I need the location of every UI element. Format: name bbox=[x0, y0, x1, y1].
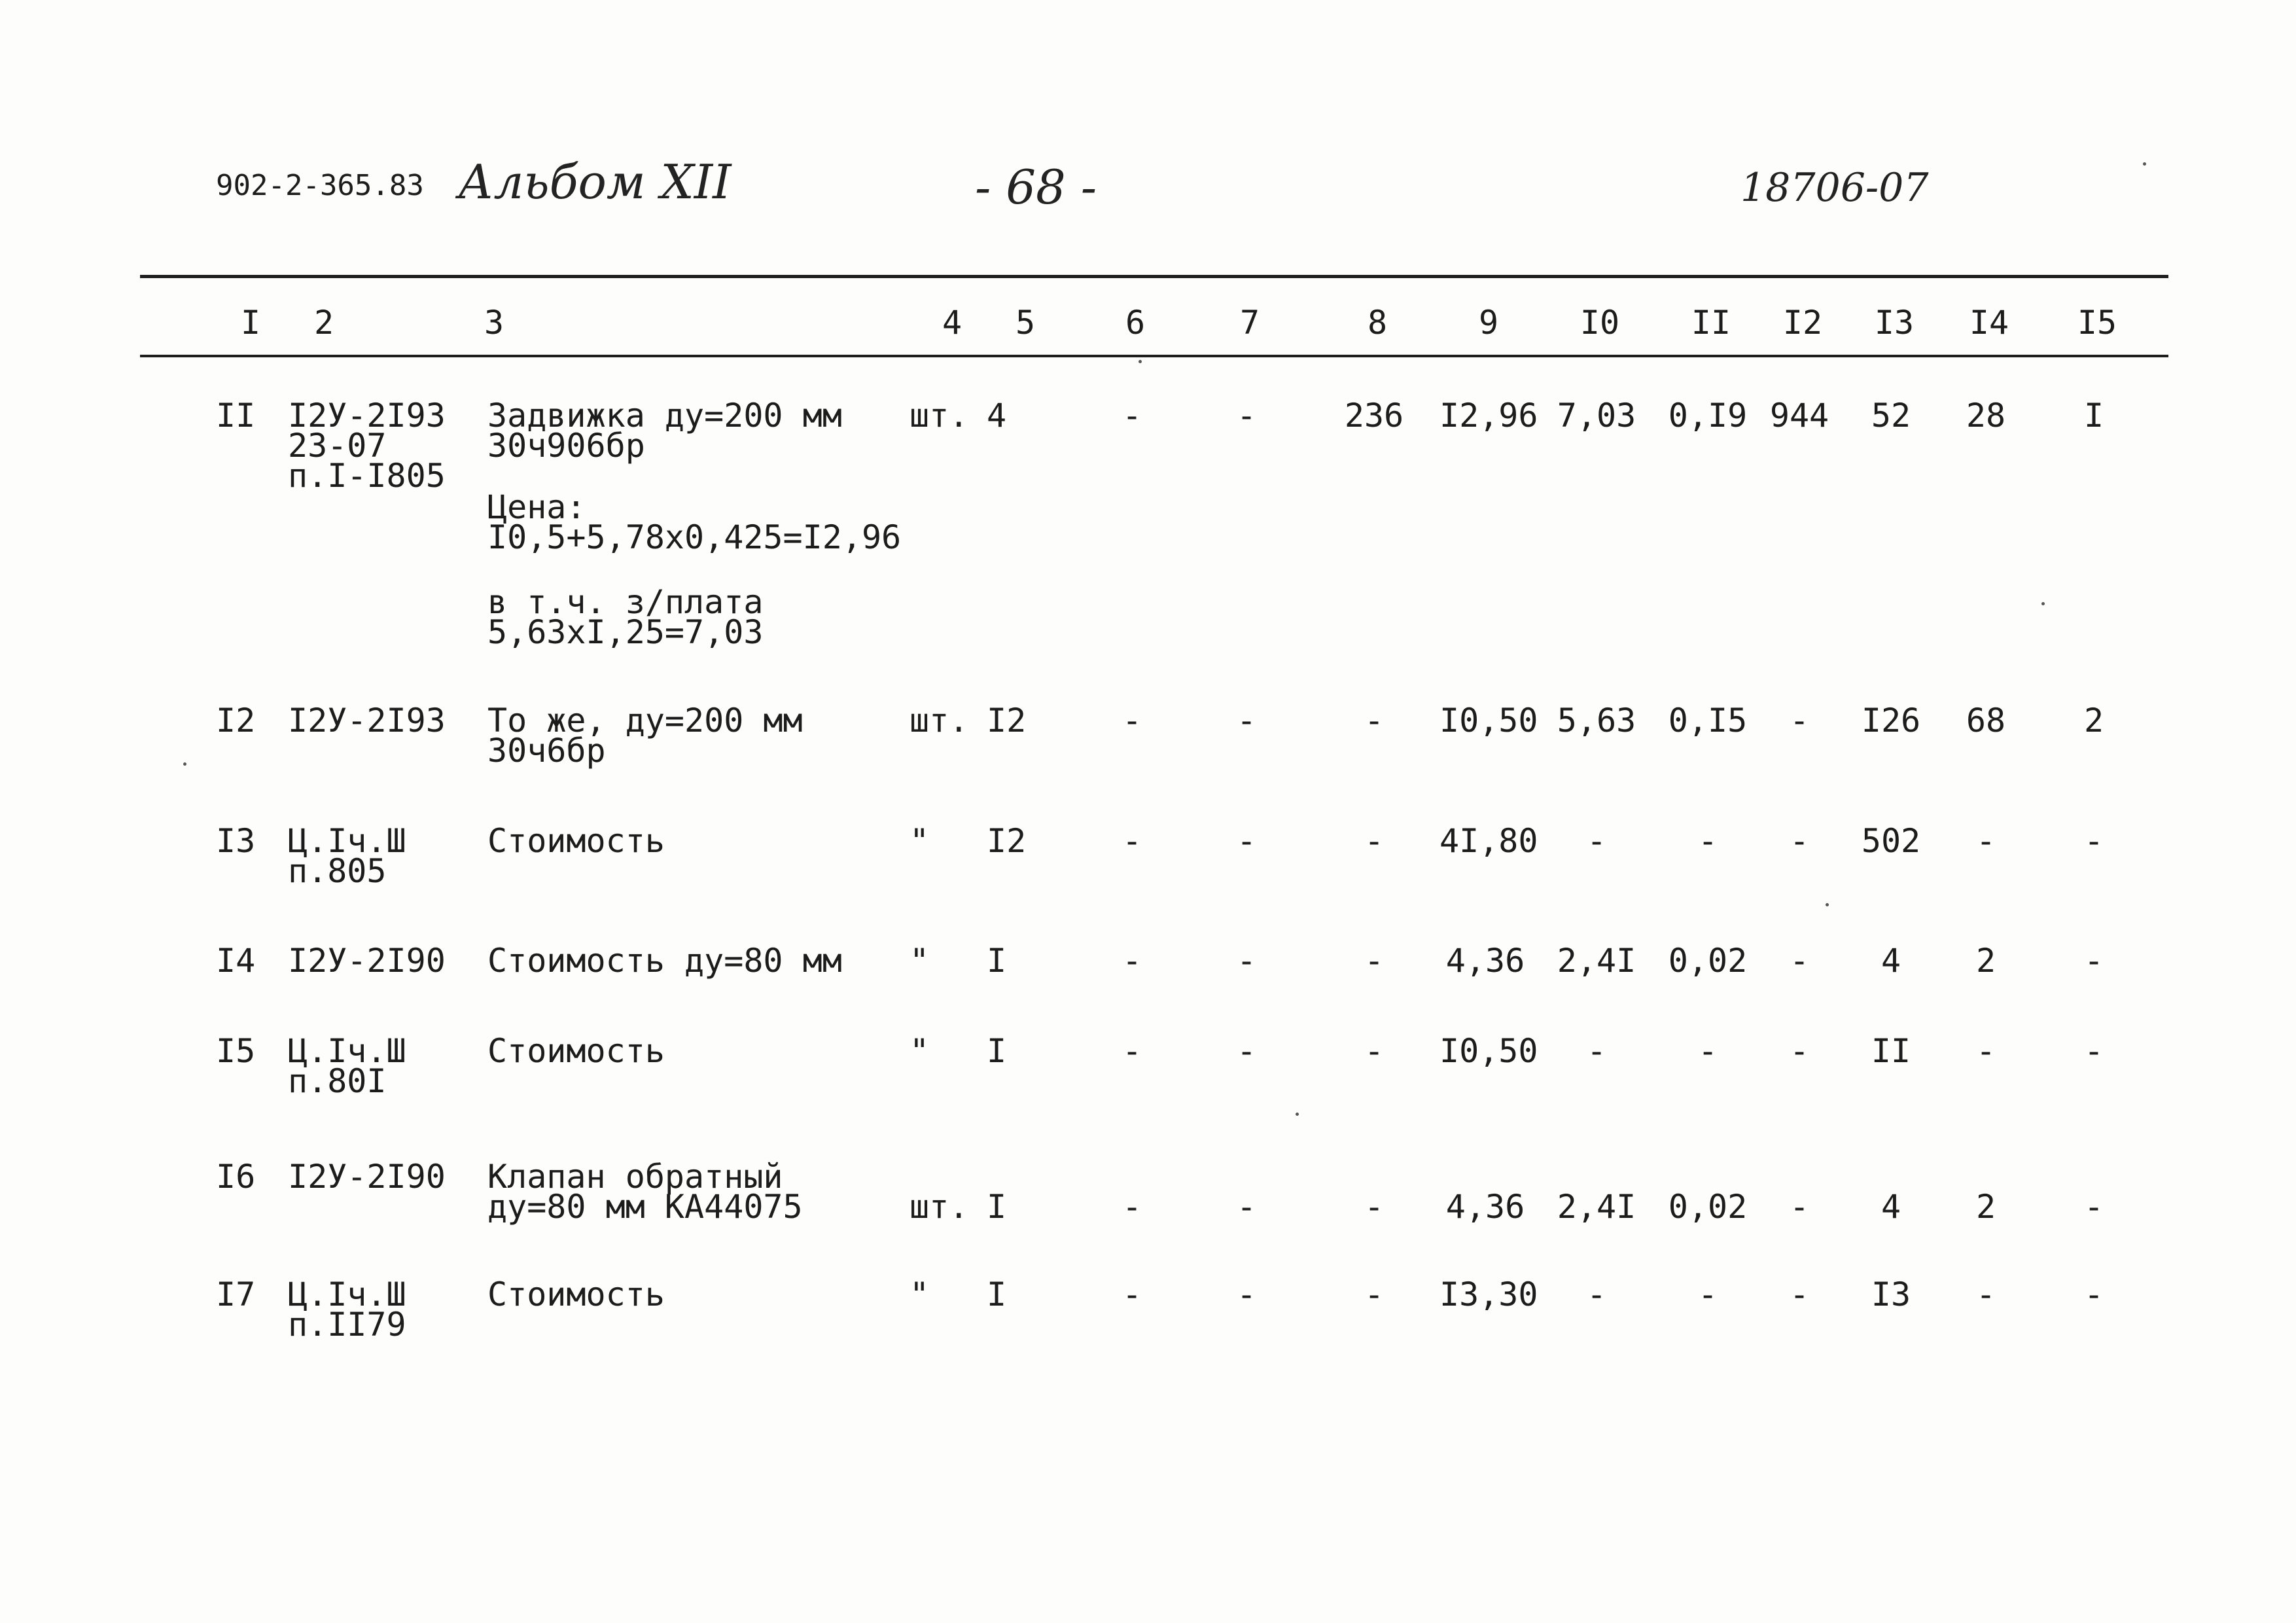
row-col-6: - bbox=[1122, 1032, 1142, 1070]
row-col-11: - bbox=[1697, 1032, 1718, 1070]
row-col-13: I26 bbox=[1861, 702, 1921, 740]
row-col-8: - bbox=[1364, 1188, 1385, 1226]
row-col-8: - bbox=[1364, 942, 1385, 980]
column-header-row-number: I bbox=[240, 304, 261, 342]
row-unit: " bbox=[910, 1275, 930, 1313]
doc-code: 902-2-365.83 bbox=[216, 169, 424, 202]
row-quantity: 4 bbox=[987, 397, 1007, 435]
row-col-15: - bbox=[2083, 942, 2104, 980]
row-col-11: - bbox=[1697, 822, 1718, 860]
row-reference-line: Ц.Iч.Ш bbox=[288, 1275, 406, 1313]
row-col-8: - bbox=[1364, 1032, 1385, 1070]
row-col-13: 502 bbox=[1861, 822, 1921, 860]
row-col-6: - bbox=[1122, 1275, 1142, 1313]
column-header-reference: 2 bbox=[313, 304, 334, 342]
table-top-rule bbox=[140, 275, 2168, 278]
row-reference-line: I2У-2I90 bbox=[288, 1158, 446, 1196]
row-col-9: 4,36 bbox=[1445, 942, 1525, 980]
row-col-14: 2 bbox=[1975, 1188, 1996, 1226]
row-col-7: - bbox=[1236, 1032, 1257, 1070]
row-col-12: - bbox=[1789, 1188, 1810, 1226]
row-quantity: I2 bbox=[987, 822, 1027, 860]
row-col-13: 4 bbox=[1881, 1188, 1901, 1226]
row-col-8: - bbox=[1364, 1275, 1385, 1313]
column-header-quantity: 5 bbox=[1015, 304, 1036, 342]
row-description-line: Клапан обратный bbox=[487, 1158, 783, 1196]
row-unit: " bbox=[910, 942, 930, 980]
column-header-col-11: II bbox=[1691, 304, 1731, 342]
row-col-15: 2 bbox=[2083, 702, 2104, 740]
row-quantity: I bbox=[987, 942, 1007, 980]
row-col-10: 7,03 bbox=[1557, 397, 1636, 435]
row-col-14: - bbox=[1975, 1032, 1996, 1070]
row-col-12: - bbox=[1789, 1032, 1810, 1070]
row-description-note: Цена: bbox=[487, 488, 586, 526]
row-col-10: - bbox=[1586, 1032, 1607, 1070]
row-col-9: I0,50 bbox=[1439, 1032, 1538, 1070]
row-description-line: Задвижка ду=200 мм bbox=[487, 397, 842, 435]
row-col-7: - bbox=[1236, 702, 1257, 740]
row-col-6: - bbox=[1122, 1188, 1142, 1226]
scan-speck bbox=[1826, 903, 1829, 906]
row-col-9: 4,36 bbox=[1445, 1188, 1525, 1226]
row-reference-line: I2У-2I93 bbox=[288, 397, 446, 435]
row-col-10: - bbox=[1586, 1275, 1607, 1313]
row-col-8: 236 bbox=[1344, 397, 1404, 435]
row-description-line: Стоимость ду=80 мм bbox=[487, 942, 842, 980]
reference-number: 18706-07 bbox=[1740, 165, 1929, 211]
row-reference-line: п.80I bbox=[288, 1062, 387, 1100]
row-col-14: 2 bbox=[1975, 942, 1996, 980]
row-reference-line: 23-07 bbox=[288, 427, 387, 465]
row-col-15: - bbox=[2083, 1032, 2104, 1070]
row-col-14: - bbox=[1975, 822, 1996, 860]
row-col-13: II bbox=[1871, 1032, 1911, 1070]
column-header-col-10: I0 bbox=[1580, 304, 1620, 342]
row-col-12: - bbox=[1789, 822, 1810, 860]
scan-speck bbox=[1139, 360, 1142, 363]
row-quantity: I bbox=[987, 1032, 1007, 1070]
row-number: I6 bbox=[216, 1158, 256, 1196]
row-unit: " bbox=[910, 822, 930, 860]
row-reference-line: Ц.Iч.Ш bbox=[288, 822, 406, 860]
row-number: II bbox=[216, 397, 256, 435]
column-header-col-15: I5 bbox=[2077, 304, 2117, 342]
row-number: I4 bbox=[216, 942, 256, 980]
row-description-line: Стоимость bbox=[487, 1275, 665, 1313]
row-col-7: - bbox=[1236, 1275, 1257, 1313]
row-col-6: - bbox=[1122, 942, 1142, 980]
row-col-15: - bbox=[2083, 822, 2104, 860]
row-number: I5 bbox=[216, 1032, 256, 1070]
row-col-6: - bbox=[1122, 702, 1142, 740]
row-col-15: - bbox=[2083, 1275, 2104, 1313]
row-col-7: - bbox=[1236, 822, 1257, 860]
scan-speck bbox=[2041, 602, 2045, 605]
row-description-note: в т.ч. з/плата bbox=[487, 583, 764, 621]
column-header-col-7: 7 bbox=[1239, 304, 1260, 342]
row-col-11: 0,I5 bbox=[1668, 702, 1748, 740]
row-number: I7 bbox=[216, 1275, 256, 1313]
row-col-9: I0,50 bbox=[1439, 702, 1538, 740]
row-reference-line: I2У-2I93 bbox=[288, 702, 446, 740]
page-number: - 68 - bbox=[975, 160, 1097, 215]
row-reference-line: Ц.Iч.Ш bbox=[288, 1032, 406, 1070]
row-unit: шт. bbox=[910, 397, 969, 435]
column-header-col-13: I3 bbox=[1874, 304, 1915, 342]
row-unit: " bbox=[910, 1032, 930, 1070]
row-description-line: 30ч906бр bbox=[487, 427, 645, 465]
album-title: Альбом XII bbox=[458, 154, 732, 209]
row-unit: шт. bbox=[910, 702, 969, 740]
row-number: I2 bbox=[216, 702, 256, 740]
row-description-line: Стоимость bbox=[487, 822, 665, 860]
table-header-rule bbox=[140, 355, 2168, 357]
scan-speck bbox=[1296, 1113, 1299, 1116]
row-col-8: - bbox=[1364, 702, 1385, 740]
row-description-line: ду=80 мм КА44075 bbox=[487, 1188, 803, 1226]
row-col-10: 5,63 bbox=[1557, 702, 1636, 740]
row-description-line: 30ч6бр bbox=[487, 732, 606, 770]
row-col-9: I2,96 bbox=[1439, 397, 1538, 435]
row-col-10: 2,4I bbox=[1557, 942, 1636, 980]
column-header-col-14: I4 bbox=[1969, 304, 2009, 342]
row-col-11: 0,02 bbox=[1668, 942, 1748, 980]
row-col-11: - bbox=[1697, 1275, 1718, 1313]
row-reference-line: I2У-2I90 bbox=[288, 942, 446, 980]
scan-speck bbox=[2143, 162, 2146, 166]
row-description-line: То же, ду=200 мм bbox=[487, 702, 803, 740]
row-col-12: - bbox=[1789, 702, 1810, 740]
row-unit: шт. bbox=[910, 1188, 969, 1226]
row-col-10: 2,4I bbox=[1557, 1188, 1636, 1226]
row-col-14: 68 bbox=[1966, 702, 2006, 740]
row-description-line: Стоимость bbox=[487, 1032, 665, 1070]
row-col-6: - bbox=[1122, 397, 1142, 435]
scan-speck bbox=[183, 762, 186, 766]
row-col-15: - bbox=[2083, 1188, 2104, 1226]
row-col-8: - bbox=[1364, 822, 1385, 860]
row-quantity: I bbox=[987, 1188, 1007, 1226]
column-header-col-12: I2 bbox=[1782, 304, 1823, 342]
column-header-col-9: 9 bbox=[1478, 304, 1499, 342]
row-col-9: 4I,80 bbox=[1439, 822, 1538, 860]
column-header-unit: 4 bbox=[942, 304, 963, 342]
row-quantity: I2 bbox=[987, 702, 1027, 740]
column-header-col-8: 8 bbox=[1367, 304, 1388, 342]
row-description-note: 5,63хI,25=7,03 bbox=[487, 613, 764, 651]
column-header-description: 3 bbox=[484, 304, 504, 342]
row-col-14: 28 bbox=[1966, 397, 2006, 435]
row-col-12: 944 bbox=[1769, 397, 1829, 435]
row-col-13: I3 bbox=[1871, 1275, 1911, 1313]
row-reference-line: п.II79 bbox=[288, 1306, 406, 1344]
row-col-6: - bbox=[1122, 822, 1142, 860]
row-col-11: 0,I9 bbox=[1668, 397, 1748, 435]
row-col-10: - bbox=[1586, 822, 1607, 860]
row-number: I3 bbox=[216, 822, 256, 860]
row-col-14: - bbox=[1975, 1275, 1996, 1313]
row-col-9: I3,30 bbox=[1439, 1275, 1538, 1313]
row-col-15: I bbox=[2083, 397, 2104, 435]
row-col-12: - bbox=[1789, 1275, 1810, 1313]
row-description-note: I0,5+5,78х0,425=I2,96 bbox=[487, 518, 902, 556]
row-col-7: - bbox=[1236, 397, 1257, 435]
row-col-13: 52 bbox=[1871, 397, 1911, 435]
column-header-col-6: 6 bbox=[1125, 304, 1146, 342]
row-col-7: - bbox=[1236, 942, 1257, 980]
row-col-12: - bbox=[1789, 942, 1810, 980]
row-quantity: I bbox=[987, 1275, 1007, 1313]
row-col-13: 4 bbox=[1881, 942, 1901, 980]
row-col-7: - bbox=[1236, 1188, 1257, 1226]
row-col-11: 0,02 bbox=[1668, 1188, 1748, 1226]
row-reference-line: п.805 bbox=[288, 852, 387, 890]
row-reference-line: п.I-I805 bbox=[288, 457, 446, 495]
